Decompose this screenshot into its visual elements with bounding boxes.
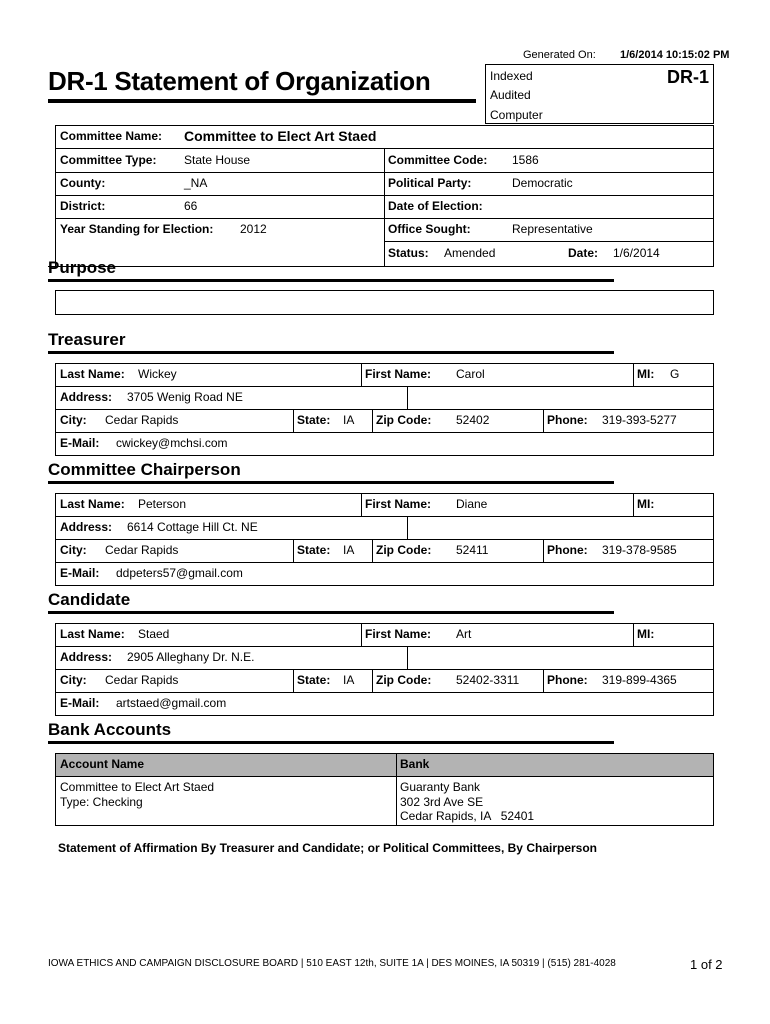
chairperson-email-label: E-Mail:	[60, 566, 100, 580]
generated-on-value: 1/6/2014 10:15:02 PM	[620, 49, 730, 61]
committee-type-label: Committee Type:	[60, 153, 157, 167]
candidate-email-label: E-Mail:	[60, 696, 100, 710]
bank-name: Guaranty Bank	[400, 780, 481, 794]
treasurer-address-label: Address:	[60, 390, 113, 404]
chairperson-first-name: Diane	[456, 497, 488, 511]
year-standing-value: 2012	[240, 222, 267, 236]
candidate-phone: 319-899-4365	[602, 673, 677, 687]
chairperson-email: ddpeters57@gmail.com	[116, 566, 243, 580]
status-value: Amended	[444, 246, 496, 260]
chairperson-last-name-label: Last Name:	[60, 497, 125, 511]
chairperson-city: Cedar Rapids	[105, 543, 179, 557]
office-use-box	[485, 64, 714, 124]
committee-type-value: State House	[184, 153, 251, 167]
date-value: 1/6/2014	[613, 246, 660, 260]
chairperson-state-label: State:	[297, 543, 331, 557]
bank-col-account-name: Account Name	[60, 757, 145, 771]
treasurer-mi: G	[670, 367, 680, 381]
bank-accounts-rule	[48, 741, 614, 744]
treasurer-mi-label: MI:	[637, 367, 655, 381]
treasurer-phone-label: Phone:	[547, 413, 588, 427]
date-label: Date:	[568, 246, 599, 260]
candidate-city-label: City:	[60, 673, 87, 687]
bank-street: 302 3rd Ave SE	[400, 795, 484, 809]
chairperson-first-name-label: First Name:	[365, 497, 432, 511]
footer-board-info: IOWA ETHICS AND CAMPAIGN DISCLOSURE BOARD | 510 EAST 12th, SUITE 1A | DES MOINES, IA 50319 | (515) 281-4028	[48, 958, 616, 969]
status-label: Status:	[388, 246, 429, 260]
chairperson-city-label: City:	[60, 543, 87, 557]
status-computer: Computer	[490, 108, 543, 122]
committee-name-value: Committee to Elect Art Staed	[184, 128, 377, 144]
political-party-label: Political Party:	[388, 176, 472, 190]
chairperson-address: 6614 Cottage Hill Ct. NE	[127, 520, 258, 534]
candidate-heading: Candidate	[48, 590, 131, 609]
purpose-heading: Purpose	[48, 258, 117, 277]
purpose-rule	[48, 279, 614, 282]
chairperson-zip: 52411	[456, 543, 489, 557]
treasurer-first-name: Carol	[456, 367, 485, 381]
treasurer-phone: 319-393-5277	[602, 413, 677, 427]
candidate-zip: 52402-3311	[456, 673, 520, 687]
treasurer-city-label: City:	[60, 413, 87, 427]
candidate-state: IA	[343, 673, 355, 687]
treasurer-zip-label: Zip Code:	[376, 413, 432, 427]
candidate-first-name: Art	[456, 627, 472, 641]
treasurer-email: cwickey@mchsi.com	[116, 436, 228, 450]
chairperson-last-name: Peterson	[138, 497, 187, 511]
form-code: DR-1	[666, 67, 709, 87]
bank-account-type: Type: Checking	[60, 795, 143, 809]
county-value: _NA	[184, 176, 208, 190]
candidate-address-label: Address:	[60, 650, 113, 664]
candidate-zip-label: Zip Code:	[376, 673, 432, 687]
candidate-last-name-label: Last Name:	[60, 627, 125, 641]
treasurer-city: Cedar Rapids	[105, 413, 179, 427]
chairperson-mi-label: MI:	[637, 497, 655, 511]
status-indexed: Indexed	[490, 69, 533, 83]
district-label: District:	[60, 199, 106, 213]
treasurer-rule	[48, 351, 614, 354]
candidate-state-label: State:	[297, 673, 331, 687]
candidate-phone-label: Phone:	[547, 673, 588, 687]
bank-table-header	[56, 754, 713, 776]
office-sought-value: Representative	[512, 222, 593, 236]
treasurer-heading: Treasurer	[48, 330, 126, 349]
page-title: DR-1 Statement of Organization	[48, 66, 431, 96]
treasurer-address: 3705 Wenig Road NE	[127, 390, 243, 404]
candidate-mi-label: MI:	[637, 627, 655, 641]
committee-name-label: Committee Name:	[60, 129, 163, 143]
candidate-email: artstaed@gmail.com	[116, 696, 227, 710]
purpose-box	[55, 290, 714, 315]
bank-city-state-zip: Cedar Rapids, IA 52401	[400, 809, 535, 823]
generated-on-label: Generated On:	[523, 49, 596, 61]
bank-col-bank: Bank	[400, 757, 430, 771]
candidate-city: Cedar Rapids	[105, 673, 179, 687]
bank-accounts-heading: Bank Accounts	[48, 720, 172, 739]
page-number: 1 of 2	[690, 957, 723, 972]
status-audited: Audited	[490, 88, 531, 102]
year-standing-label: Year Standing for Election:	[60, 222, 214, 236]
office-sought-label: Office Sought:	[388, 222, 471, 236]
treasurer-last-name-label: Last Name:	[60, 367, 125, 381]
title-underline	[48, 99, 476, 103]
treasurer-zip: 52402	[456, 413, 490, 427]
candidate-first-name-label: First Name:	[365, 627, 432, 641]
chairperson-address-label: Address:	[60, 520, 113, 534]
candidate-rule	[48, 611, 614, 614]
bank-account-name: Committee to Elect Art Staed	[60, 780, 215, 794]
political-party-value: Democratic	[512, 176, 573, 190]
district-value: 66	[184, 199, 198, 213]
committee-code-label: Committee Code:	[388, 153, 488, 167]
candidate-last-name: Staed	[138, 627, 170, 641]
chairperson-heading: Committee Chairperson	[48, 460, 241, 479]
treasurer-state-label: State:	[297, 413, 331, 427]
treasurer-state: IA	[343, 413, 355, 427]
chairperson-rule	[48, 481, 614, 484]
treasurer-first-name-label: First Name:	[365, 367, 432, 381]
county-label: County:	[60, 176, 106, 190]
treasurer-last-name: Wickey	[138, 367, 177, 381]
committee-code-value: 1586	[512, 153, 539, 167]
chairperson-state: IA	[343, 543, 355, 557]
chairperson-phone-label: Phone:	[547, 543, 588, 557]
candidate-address: 2905 Alleghany Dr. N.E.	[127, 650, 255, 664]
chairperson-zip-label: Zip Code:	[376, 543, 432, 557]
affirmation-statement: Statement of Affirmation By Treasurer and Candidate; or Political Committees, By Chairperson	[58, 841, 597, 855]
chairperson-phone: 319-378-9585	[602, 543, 677, 557]
treasurer-email-label: E-Mail:	[60, 436, 100, 450]
date-of-election-label: Date of Election:	[388, 199, 483, 213]
